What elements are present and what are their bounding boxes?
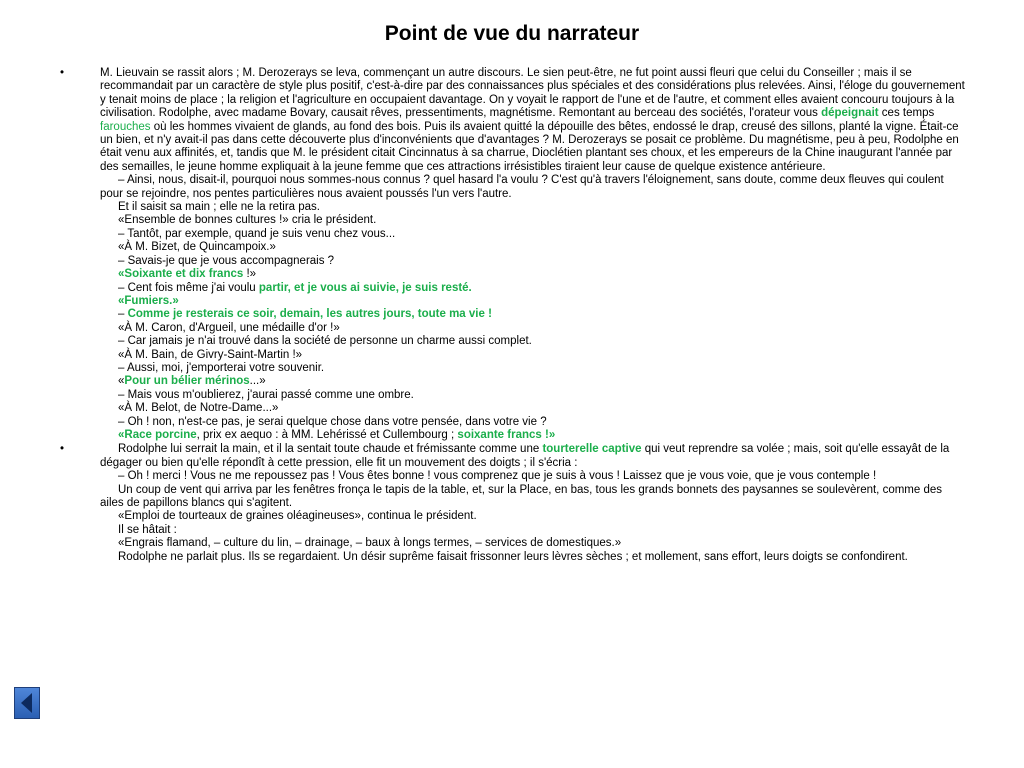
previous-slide-button[interactable] bbox=[14, 687, 40, 719]
text-segment: «Emploi de tourteaux de graines oléagineuses», continua le président. bbox=[118, 510, 477, 523]
text-line bbox=[100, 67, 965, 174]
text-segment: «À M. Bain, de Givry-Saint-Martin !» bbox=[118, 348, 303, 361]
previous-slide-arrow-icon bbox=[15, 688, 39, 718]
slide-body bbox=[60, 67, 965, 564]
text-segment: – Oh ! merci ! Vous ne me repoussez pas ! Vous êtes bonne ! vous comprenez que je suis à vous ! Laissez que je vous voie, que je vous contemple ! bbox=[118, 470, 877, 483]
text-line bbox=[100, 335, 965, 348]
highlighted-phrase: soixante francs !» bbox=[457, 428, 556, 441]
text-segment: , prix ex aequo : à MM. Lehérissé et Cullembourg ; bbox=[196, 428, 458, 441]
text-segment: – Savais-je que je vous accompagnerais ? bbox=[118, 254, 335, 267]
text-line bbox=[100, 174, 965, 201]
text-line bbox=[100, 349, 965, 362]
text-segment: Rodolphe ne parlait plus. Ils se regardaient. Un désir suprême faisait frissonner leurs lèvres sèches ; et mollement, sans effort, leurs doigts se confondirent. bbox=[118, 550, 908, 563]
highlighted-phrase: «Race porcine bbox=[118, 428, 197, 441]
text-segment: Et il saisit sa main ; elle ne la retira pas. bbox=[118, 201, 320, 214]
text-line bbox=[100, 416, 965, 429]
text-segment: «Engrais flamand, – culture du lin, – drainage, – baux à longs termes, – services de domestiques.» bbox=[118, 537, 622, 550]
highlighted-phrase: tourterelle captive bbox=[542, 443, 642, 456]
text-line bbox=[100, 255, 965, 268]
text-line bbox=[100, 551, 965, 564]
text-segment: où les hommes vivaient de glands, au fond des bois. Puis ils avaient quitté la dépouille des bêtes, endossé le drap, creusé des sillons, planté la vigne. Était-ce un bien, et n'y avait-il pas dans cette découverte plus d'inconvénients que d'avantages ? M. Derozerays se posait ce problème. Du magnétisme, peu à peu, Rodolphe en était venu aux affinités, et, tandis que M. le président citait Cincinnatus à sa charrue, Dioclétien plantant ses choux, et les empereurs de la Chine inaugurant l'année par des semailles, le jeune homme expliquait à la jeune femme que ces attractions irrésistibles tiraient leur cause de quelque existence antérieure. bbox=[100, 120, 959, 173]
highlighted-phrase: Pour un bélier mérinos bbox=[124, 375, 250, 388]
text-segment: «À M. Caron, d'Argueil, une médaille d'or !» bbox=[118, 321, 340, 334]
bullet-item bbox=[60, 443, 965, 564]
text-segment: «Ensemble de bonnes cultures !» cria le président. bbox=[118, 214, 377, 227]
text-line bbox=[100, 537, 965, 550]
highlighted-phrase: Comme je resterais ce soir, demain, les autres jours, toute ma vie ! bbox=[127, 308, 492, 321]
text-segment: M. Lieuvain se rassit alors ; M. Derozerays se leva, commençant un autre discours. Le sien peut-être, ne fut point aussi fleuri que celui du Conseiller ; mais il se recommandait par un caractère de style plus positif, c'est-à-dire par des connaissances plus spéciales et des considérations plus relevées. Ainsi, l'éloge du gouvernement y tenait moins de place ; la religion et l'agriculture en occupaient davantage. On y voyait le rapport de l'une et de l'autre, et comment elles avaient concouru toujours à la civilisation. Rodolphe, avec madame Bovary, causait rêves, pressentiments, magnétisme. Remontant au berceau des sociétés, l'orateur vous bbox=[100, 67, 965, 120]
text-segment: «À M. Bizet, de Quincampoix.» bbox=[118, 241, 276, 254]
text-segment: Il se hâtait : bbox=[118, 523, 177, 536]
highlighted-phrase: «Soixante et dix francs bbox=[118, 268, 244, 281]
highlighted-phrase: farouches bbox=[100, 120, 151, 133]
text-segment: qui veut reprendre sa volée ; mais, soit qu'elle essayât de la dégager ou bien qu'elle répondît à cette pression, elle fit un mouvement des doigts ; il s'écria : bbox=[100, 443, 950, 469]
slide-title: Point de vue du narrateur bbox=[384, 22, 640, 45]
bullet-symbol: • bbox=[60, 67, 65, 79]
text-segment: ...» bbox=[249, 375, 266, 388]
text-line bbox=[100, 510, 965, 523]
text-segment: «À M. Belot, de Notre-Dame...» bbox=[118, 402, 279, 415]
text-line bbox=[100, 470, 965, 483]
text-line bbox=[100, 375, 965, 388]
text-segment: – Mais vous m'oublierez, j'aurai passé comme une ombre. bbox=[118, 388, 414, 401]
text-segment: « bbox=[118, 375, 125, 388]
text-segment: – Aussi, moi, j'emporterai votre souvenir. bbox=[118, 361, 325, 374]
text-line bbox=[100, 308, 965, 321]
text-segment: !» bbox=[243, 268, 257, 281]
highlighted-phrase: dépeignait bbox=[821, 107, 879, 120]
text-line bbox=[100, 362, 965, 375]
text-segment: – Oh ! non, n'est-ce pas, je serai quelque chose dans votre pensée, dans votre vie ? bbox=[118, 415, 547, 428]
text-line bbox=[100, 524, 965, 537]
text-segment: – Car jamais je n'ai trouvé dans la société de personne un charme aussi complet. bbox=[118, 335, 532, 348]
text-line bbox=[100, 484, 965, 511]
text-line bbox=[100, 322, 965, 335]
text-line bbox=[100, 402, 965, 415]
bullet-item bbox=[60, 67, 965, 442]
text-line bbox=[100, 201, 965, 214]
bullet-symbol: • bbox=[60, 443, 65, 456]
highlighted-phrase: «Fumiers.» bbox=[118, 294, 179, 307]
text-segment: Rodolphe lui serrait la main, et il la sentait toute chaude et frémissante comme une bbox=[118, 443, 543, 456]
text-segment: – Cent fois même j'ai voulu bbox=[118, 281, 259, 294]
text-line bbox=[100, 241, 965, 254]
text-line bbox=[100, 214, 965, 227]
text-line bbox=[100, 295, 965, 308]
text-line bbox=[100, 429, 965, 442]
text-segment: – bbox=[118, 308, 128, 321]
text-segment: Un coup de vent qui arriva par les fenêtres fronça le tapis de la table, et, sur la Place, en bas, tous les grands bonnets des paysannes se soulevèrent, comme des ailes de papillons blancs qui s'agitent. bbox=[100, 483, 943, 509]
text-line bbox=[100, 282, 965, 295]
text-segment: – Ainsi, nous, disait-il, pourquoi nous sommes-nous connus ? quel hasard l'a voulu ? C'est qu'à travers l'éloignement, sans doute, comme deux fleuves qui coulent pour se rejoindre, nos pentes particulières nous avaient poussés l'un vers l'autre. bbox=[100, 174, 944, 200]
text-segment: – Tantôt, par exemple, quand je suis venu chez vous... bbox=[118, 227, 396, 240]
text-line bbox=[100, 228, 965, 241]
highlighted-phrase: partir, et je vous ai suivie, je suis resté. bbox=[258, 281, 472, 294]
text-line bbox=[100, 443, 965, 470]
text-segment: ces temps bbox=[878, 107, 935, 120]
text-line bbox=[100, 268, 965, 281]
text-line bbox=[100, 389, 965, 402]
